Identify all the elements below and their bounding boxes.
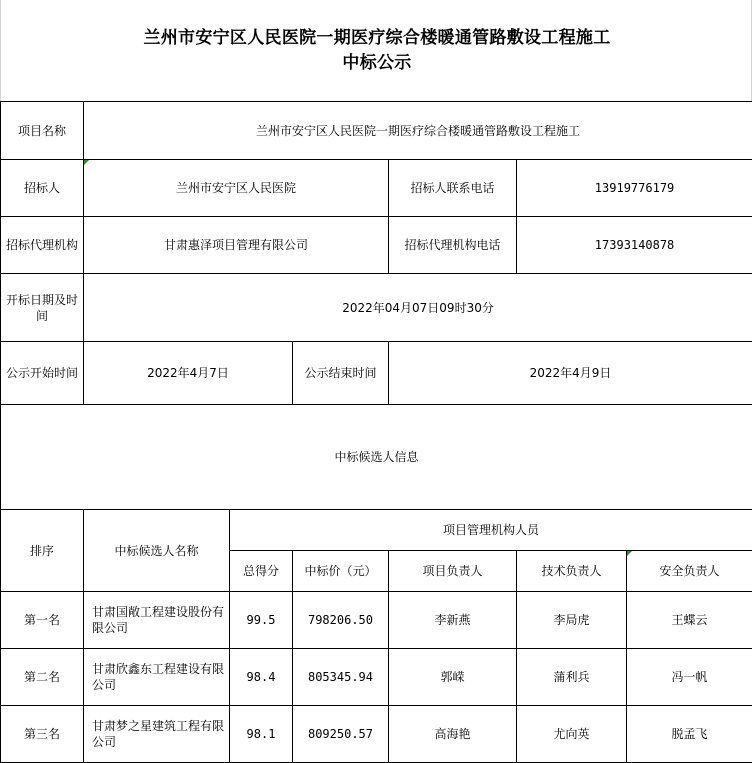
rank-cell: 第一名 (1, 592, 84, 649)
project-manager-cell: 李新燕 (389, 592, 517, 649)
opening-row (1, 274, 752, 342)
publicity-end-label: 公示结束时间 (293, 342, 389, 405)
table-row (1, 592, 752, 649)
technical-manager-header: 技术负责人 (517, 551, 627, 592)
safety-manager-cell: 冯一帆 (627, 649, 752, 706)
tenderer-label: 招标人 (1, 160, 84, 217)
agency-value: 甘肃惠泽项目管理有限公司 (84, 217, 389, 274)
candidate-name-cell: 甘肃梦之星建筑工程有限公司 (84, 706, 230, 763)
project-manager-cell: 郭嵘 (389, 649, 517, 706)
safety-manager-cell: 王蝶云 (627, 592, 752, 649)
candidates-section-label: 中标候选人信息 (1, 405, 752, 510)
rank-cell: 第三名 (1, 706, 84, 763)
opening-value: 2022年04月07日09时30分 (84, 274, 752, 342)
tenderer-phone-label: 招标人联系电话 (389, 160, 517, 217)
project-name-label: 项目名称 (1, 102, 84, 160)
agency-phone-label: 招标代理机构电话 (389, 217, 517, 274)
page-title (1, 26, 752, 76)
publicity-row (1, 342, 752, 405)
score-header: 总得分 (230, 551, 293, 592)
candidate-name-cell: 甘肃国敞工程建设股份有限公司 (84, 592, 230, 649)
score-cell: 98.4 (230, 649, 293, 706)
price-cell: 805345.94 (293, 649, 389, 706)
publicity-start-value: 2022年4月7日 (84, 342, 293, 405)
technical-manager-cell: 李局虎 (517, 592, 627, 649)
project-manager-header: 项目负责人 (389, 551, 517, 592)
rank-header: 排序 (1, 510, 84, 592)
project-name-row (1, 102, 752, 160)
candidate-name-cell: 甘肃欣鑫东工程建设有限公司 (84, 649, 230, 706)
candidate-name-header: 中标候选人名称 (84, 510, 230, 592)
project-name-value: 兰州市安宁区人民医院一期医疗综合楼暖通管路敷设工程施工 (84, 102, 752, 160)
announcement-table (0, 101, 752, 763)
agency-phone-value: 17393140878 (517, 217, 752, 274)
table-row (1, 649, 752, 706)
title-area (0, 0, 752, 101)
technical-manager-cell: 尤向英 (517, 706, 627, 763)
tenderer-phone-value: 13919776179 (517, 160, 752, 217)
candidates-section-row (1, 405, 752, 510)
table-row (1, 706, 752, 763)
technical-manager-cell: 蒲利兵 (517, 649, 627, 706)
price-cell: 798206.50 (293, 592, 389, 649)
title-line-2: 中标公示 (1, 51, 752, 76)
agency-row (1, 217, 752, 274)
safety-manager-cell: 脱孟飞 (627, 706, 752, 763)
project-manager-cell: 高海艳 (389, 706, 517, 763)
management-staff-header: 项目管理机构人员 (230, 510, 752, 551)
tenderer-row (1, 160, 752, 217)
title-line-1: 兰州市安宁区人民医院一期医疗综合楼暖通管路敷设工程施工 (1, 26, 752, 51)
score-cell: 98.1 (230, 706, 293, 763)
rank-cell: 第二名 (1, 649, 84, 706)
opening-label: 开标日期及时间 (1, 274, 84, 342)
score-cell: 99.5 (230, 592, 293, 649)
agency-label: 招标代理机构 (1, 217, 84, 274)
publicity-end-value: 2022年4月9日 (389, 342, 752, 405)
price-header: 中标价（元） (293, 551, 389, 592)
candidates-header-row-1 (1, 510, 752, 551)
publicity-start-label: 公示开始时间 (1, 342, 84, 405)
safety-manager-header: 安全负责人 (627, 551, 752, 592)
price-cell: 809250.57 (293, 706, 389, 763)
tenderer-value: 兰州市安宁区人民医院 (84, 160, 389, 217)
